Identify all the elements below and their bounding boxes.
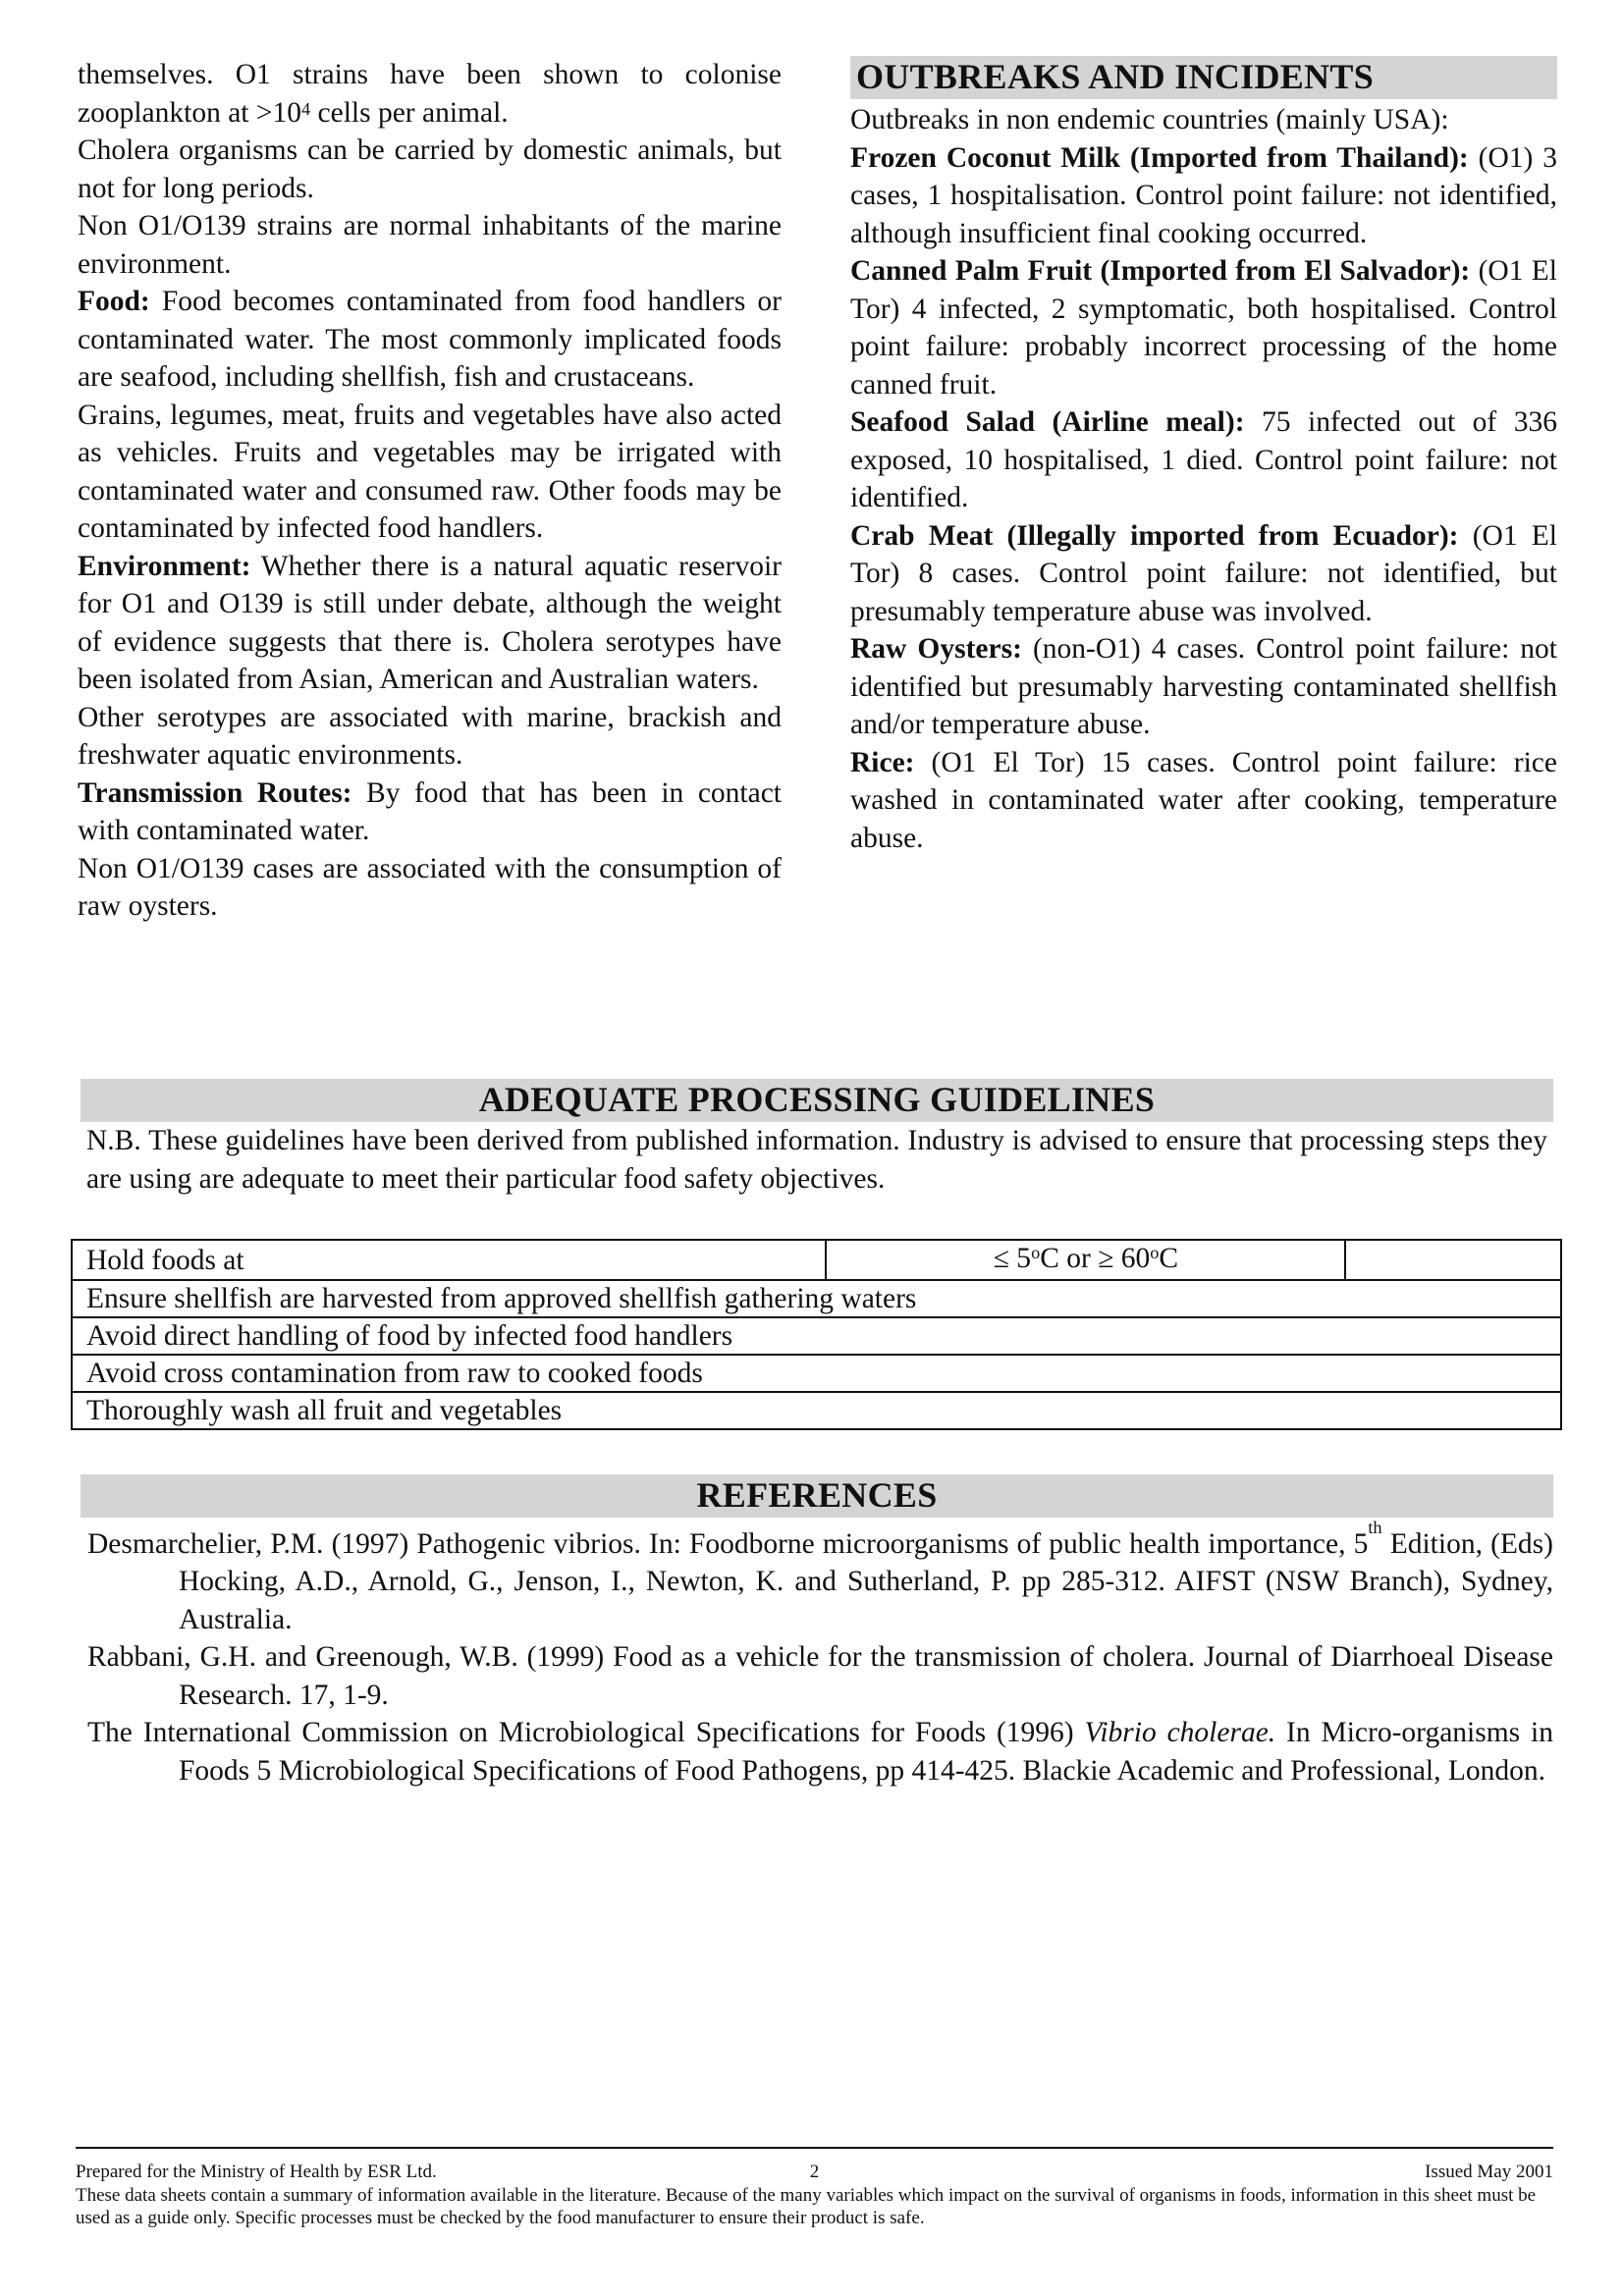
table-cell: Avoid direct handling of food by infected food handlers [72,1317,1561,1355]
table-cell: Thoroughly wash all fruit and vegetables [72,1392,1561,1429]
outbreaks-intro: Outbreaks in non endemic countries (mainly USA): [850,104,1449,135]
page-number: 2 [809,2162,820,2182]
paragraph: Non O1/O139 cases are associated with the consumption of raw oysters. [78,852,782,922]
environment-label: Environment: [78,550,251,582]
outbreak-text: (O1) 3 cases, 1 hospitalisation. Control point failure: not identified, although insufficient final cooking occurred. [850,141,1557,249]
table-row [72,1280,1561,1317]
page-footer [76,2147,1553,2229]
outbreak-item [850,744,1557,858]
outbreak-text: (non-O1) 4 cases. Control point failure: not identified but presumably harvesting contaminated shellfish and/or temperature abuse. [850,633,1558,740]
processing-section [81,1079,1553,1198]
environment-paragraph [78,548,782,699]
table-cell: Avoid cross contamination from raw to cooked foods [72,1355,1561,1392]
temperature-text: C or ≥ 60 [1040,1243,1151,1274]
reference-text: Edition, (Eds) Hocking, A.D., Arnold, G., Jenson, I., Newton, K. and Sutherland, P. pp 285-312. AIFST (NSW Branch), Sydney, Australia. [179,1527,1553,1635]
outbreak-item [850,139,1557,253]
footer-top-line [76,2161,1553,2184]
outbreaks-section [850,56,1557,857]
outbreak-title: Frozen Coconut Milk (Imported from Thailand): [850,141,1469,174]
paragraph-text: themselves. O1 strains have been shown to colonise zooplankton at >10 [78,59,782,129]
outbreak-item [850,403,1557,517]
paragraph-text: Food becomes contaminated from food handlers or contaminated water. The most commonly implicated foods are seafood, including shellfish, fish and crustaceans. [78,286,782,393]
table-row [72,1317,1561,1355]
outbreaks-heading: OUTBREAKS AND INCIDENTS [850,56,1557,99]
outbreak-title: Seafood Salad (Airline meal): [850,406,1245,438]
paragraph-text: Whether there is a natural aquatic reservoir for O1 and O139 is still under debate, although the weight of evidence suggests that there is. Cholera serotypes have been isolated from Asian, American and Australian waters. [78,550,782,695]
outbreak-text: (O1 El Tor) 8 cases. Control point failure: not identified, but presumably temperature abuse was involved. [850,519,1557,627]
outbreak-text: 75 infected out of 336 exposed, 10 hospitalised, 1 died. Control point failure: not identified. [850,406,1557,513]
species-name: Vibrio cholerae. [1084,1717,1276,1749]
reference-item [81,1714,1553,1789]
outbreak-item [850,517,1557,631]
paragraph: Other serotypes are associated with marine, brackish and freshwater aquatic environments. [78,701,782,771]
transmission-paragraph [78,774,782,850]
outbreak-text: (O1 El Tor) 15 cases. Control point failure: rice washed in contaminated water after cooking, temperature abuse. [850,746,1557,854]
table-row [72,1355,1561,1392]
processing-heading: ADEQUATE PROCESSING GUIDELINES [81,1079,1553,1122]
superscript: o [1031,1242,1041,1262]
references-list [81,1518,1553,1789]
paragraph-text: By food that has been in contact with contaminated water. [78,776,782,846]
outbreak-text: (O1 El Tor) 4 infected, 2 symptomatic, both hospitalised. Control point failure: probably incorrect processing of the home canned fruit. [850,255,1557,400]
outbreak-title: Rice: [850,746,915,778]
temperature-text: C [1159,1243,1179,1274]
transmission-label: Transmission Routes: [78,776,352,809]
processing-note: N.B. These guidelines have been derived from published information. Industry is advised to ensure that processing steps they are using are adequate to meet their particular food safety objectives. [86,1125,1547,1195]
references-heading: REFERENCES [81,1474,1553,1518]
superscript: 4 [301,99,311,120]
temperature-text: ≤ 5 [993,1243,1032,1274]
paragraph: Cholera organisms can be carried by domestic animals, but not for long periods. [78,134,782,204]
footer-prepared: Prepared for the Ministry of Health by ESR Ltd. [76,2162,437,2182]
food-paragraph [78,283,782,397]
left-column [78,56,782,926]
reference-text: In Micro-organisms in Foods 5 Microbiological Specifications of Food Pathogens, pp 414-425. Blackie Academic and Professional, London. [179,1717,1553,1787]
table-cell: Hold foods at [72,1240,826,1280]
paragraph: Non O1/O139 strains are normal inhabitants of the marine environment. [78,210,782,280]
outbreak-title: Raw Oysters: [850,633,1022,665]
food-label: Food: [78,286,150,317]
superscript: o [1150,1242,1160,1262]
guidelines-table [71,1239,1562,1430]
outbreak-title: Canned Palm Fruit (Imported from El Salvador): [850,255,1471,287]
temperature-cell [826,1240,1345,1280]
reference-item: Rabbani, G.H. and Greenough, W.B. (1999) Food as a vehicle for the transmission of cholera. Journal of Diarrhoeal Disease Research. 17, 1-9. [87,1641,1553,1711]
table-row [72,1240,1561,1280]
table-cell: Ensure shellfish are harvested from approved shellfish gathering waters [72,1280,1561,1317]
paragraph [78,56,782,132]
references-section [81,1474,1553,1789]
table-row [72,1392,1561,1429]
superscript: th [1368,1517,1382,1537]
empty-cell [1345,1240,1561,1280]
reference-text: Desmarchelier, P.M. (1997) Pathogenic vibrios. In: Foodborne microorganisms of public health importance, 5 [87,1527,1369,1560]
footer-divider [76,2147,1553,2149]
footer-disclaimer: These data sheets contain a summary of information available in the literature. Because of the many variables which impact on the survival of organisms in foods, information in this sheet must be used as a guide only. Specific processes must be checked by the food manufacturer to ensure their product is safe. [76,2185,1537,2228]
footer-issued: Issued May 2001 [1425,2162,1553,2182]
paragraph: Grains, legumes, meat, fruits and vegetables have also acted as vehicles. Fruits and vegetables may be irrigated with contaminated water and consumed raw. Other foods may be contaminated by infected food handlers. [78,399,782,544]
outbreak-title: Crab Meat (Illegally imported from Ecuador): [850,519,1459,552]
paragraph-text: cells per animal. [310,96,509,129]
reference-text: The International Commission on Microbiological Specifications for Foods (1996) [87,1717,1085,1749]
reference-item [81,1518,1553,1638]
outbreak-item [850,630,1557,744]
outbreak-item [850,252,1557,403]
